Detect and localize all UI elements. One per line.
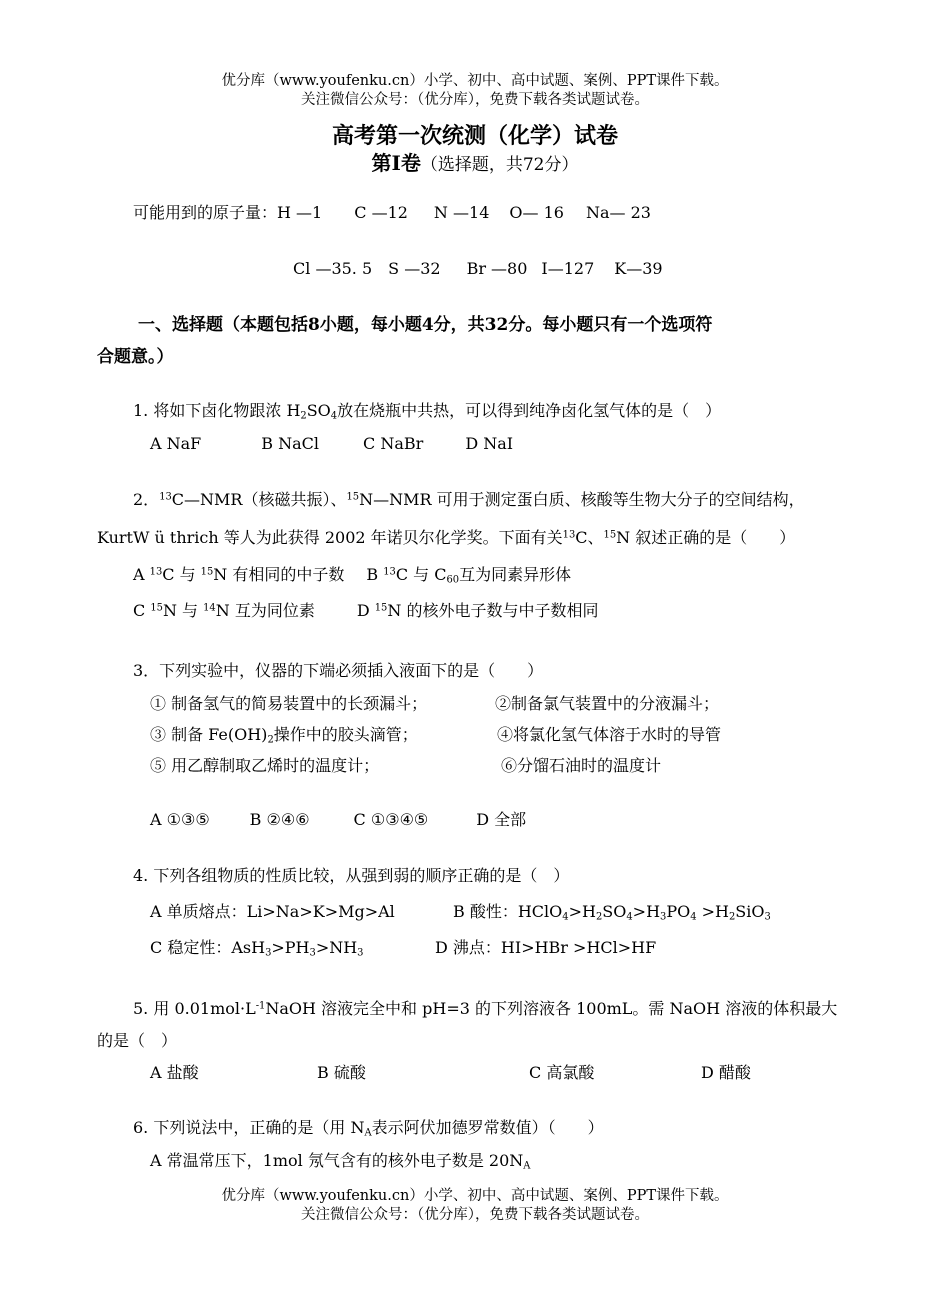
q5-sup: -1 — [255, 1000, 266, 1012]
q5-option-c: C 高氯酸 — [529, 1063, 595, 1082]
q6-sub: A — [364, 1127, 372, 1139]
q2-c-end: N 互为同位素 — [215, 601, 315, 620]
q5-text-b: NaOH 溶液完全中和 pH=3 的下列溶液各 100mL。需 NaOH 溶液的体积最大 — [265, 999, 838, 1018]
subtitle-note: （选择题，共72分） — [420, 155, 579, 175]
q4-c-sub: 3 — [309, 947, 316, 959]
q4-c-text: C 稳定性：AsH — [150, 938, 266, 957]
q4-option-a: A 单质熔点：Li>Na>K>Mg>Al — [150, 902, 395, 921]
q3-item-5: ⑤ 用乙醇制取乙烯时的温度计； — [150, 756, 380, 775]
mass-br: Br —80 — [466, 259, 528, 278]
header-line-2: 关注微信公众号：（优分库），免费下载各类试题试卷。 — [301, 92, 649, 108]
q1-option-a: A NaF — [150, 434, 202, 453]
q2-a-end: N 有相同的中子数 — [213, 565, 345, 584]
q2-b-pre: B — [366, 565, 384, 584]
q6-text-b: 表示阿伏加德罗常数值）（ ） — [371, 1118, 604, 1137]
q4-b-sub: 2 — [728, 911, 736, 923]
q4-b-text: >H — [696, 902, 729, 921]
q2-text: KurtW ü thrich 等人为此获得 2002 年诺贝尔化学奖。下面有关 — [97, 528, 563, 547]
q5-text-a: 5. 用 0.01mol·L — [133, 999, 256, 1018]
q4-b-sub: 4 — [626, 911, 633, 923]
question-2-stem-line-1 — [133, 490, 805, 510]
q2-sup: 15 — [603, 529, 617, 541]
q4-b-text: SiO — [735, 902, 765, 921]
mass-s: S —32 — [388, 259, 441, 278]
q4-option-d: D 沸点：HI>HBr >HCl>HF — [435, 938, 657, 957]
question-1-stem — [133, 401, 721, 421]
q3-item-1: ① 制备氢气的简易装置中的长颈漏斗； — [150, 694, 428, 713]
q1-stem-b: SO — [306, 401, 331, 420]
q2-a-pre: A — [133, 565, 150, 584]
q1-stem-c: 放在烧瓶中共热，可以得到纯净卤化氢气体的是（ ） — [337, 401, 722, 420]
q3-sub: 2 — [267, 734, 274, 746]
q3-item-3-b: 操作中的胶头滴管； — [273, 725, 418, 744]
q2-option-d — [357, 601, 599, 620]
q4-c-text: >NH — [315, 938, 358, 957]
mass-h: H —1 — [277, 203, 323, 222]
q2-text: N—NMR 可用于测定蛋白质、核酸等生物大分子的空间结构， — [359, 490, 805, 509]
exam-title: 高考第一次统测（化学）试卷 — [331, 123, 618, 149]
q4-b-text: >H — [568, 902, 596, 921]
q2-text: C—NMR（核磁共振）、 — [171, 490, 347, 509]
q2-option-c — [133, 601, 315, 620]
q2-d-end: N 的核外电子数与中子数相同 — [387, 601, 599, 620]
question-2-stem-line-2 — [97, 528, 795, 548]
q2-d-pre: D — [356, 601, 375, 620]
question-1-options — [150, 434, 513, 454]
q2-num: 2． — [133, 490, 160, 509]
q2-sup: 15 — [346, 491, 360, 503]
atomic-masses-row-1 — [133, 203, 651, 223]
q3-option-c: C ①③④⑤ — [353, 810, 429, 829]
q1-option-c: C NaBr — [363, 434, 424, 453]
q2-b-end: 互为同素异形体 — [459, 565, 572, 584]
q1-option-b: B NaCl — [261, 434, 320, 453]
q2-a-mid: C 与 — [162, 565, 201, 584]
header-line-1: 优分库（www.youfenku.cn）小学、初中、高中试题、案例、PPT课件下载。 — [221, 73, 729, 89]
q4-b-sub: 4 — [562, 911, 569, 923]
q4-b-text: PO — [666, 902, 691, 921]
q2-sup: 15 — [150, 602, 163, 614]
footer-line-1: 优分库（www.youfenku.cn）小学、初中、高中试题、案例、PPT课件下载。 — [221, 1188, 729, 1204]
q1-option-d: D NaI — [465, 434, 514, 453]
q2-sup: 13 — [159, 491, 172, 503]
q2-sup: 14 — [203, 602, 216, 614]
section-1-heading-cont: 合题意。） — [97, 347, 174, 367]
question-5-stem-line-2: 的是（ ） — [97, 1031, 178, 1050]
mass-o: O— 16 — [509, 203, 564, 222]
q3-option-d: D 全部 — [476, 810, 527, 829]
mass-i: I—127 — [541, 259, 595, 278]
q2-sup: 15 — [200, 566, 214, 578]
question-2-options-row-2 — [133, 601, 598, 621]
q3-item-3 — [150, 725, 418, 745]
question-4-stem: 4. 下列各组物质的性质比较，从强到弱的顺序正确的是（ ） — [133, 866, 570, 885]
q3-item-2: ②制备氯气装置中的分液漏斗； — [495, 694, 720, 713]
q2-text: C、 — [575, 528, 604, 547]
q4-b-sub: 4 — [690, 911, 697, 923]
mass-c: C —12 — [354, 203, 408, 222]
q2-text: N 叙述正确的是（ ） — [616, 528, 796, 547]
mass-n: N —14 — [433, 203, 490, 222]
question-5-stem-line-1 — [133, 999, 837, 1019]
atomic-masses-label: 可能用到的原子量： — [133, 203, 278, 222]
q4-b-text: SO — [602, 902, 627, 921]
question-2-options-row-1 — [133, 565, 571, 585]
q5-option-b: B 硫酸 — [317, 1063, 366, 1082]
q3-option-b: B ②④⑥ — [249, 810, 310, 829]
q2-b-mid: C 与 C — [395, 565, 447, 584]
q3-item-6: ⑥分馏石油时的温度计 — [501, 756, 662, 775]
q1-stem-a: 1. 将如下卤化物跟浓 H — [133, 401, 301, 420]
q6-sub: A — [523, 1160, 531, 1172]
mass-k: K—39 — [614, 259, 663, 278]
question-6-stem — [133, 1118, 604, 1138]
q1-sub: 2 — [300, 410, 307, 422]
mass-cl: Cl —35. 5 — [293, 259, 373, 278]
q4-c-sub: 3 — [265, 947, 272, 959]
q4-b-sub: 3 — [660, 911, 667, 923]
q2-sup: 13 — [383, 566, 396, 578]
mass-na: Na— 23 — [585, 203, 651, 222]
q2-sup: 13 — [149, 566, 163, 578]
q2-option-b — [366, 565, 571, 584]
q2-option-a — [133, 565, 344, 584]
q2-c-pre: C — [133, 601, 151, 620]
q6-option-a — [150, 1151, 530, 1171]
question-3-stem: 3．下列实验中，仪器的下端必须插入液面下的是（ ） — [133, 661, 544, 680]
section-1-heading: 一、选择题（本题包括8小题，每小题4分，共32分。每小题只有一个选项符 — [138, 315, 713, 335]
q5-option-a: A 盐酸 — [150, 1063, 199, 1082]
question-3-options — [150, 810, 526, 830]
q4-option-b — [453, 902, 771, 922]
q4-c-sub: 3 — [357, 947, 364, 959]
q1-sub: 4 — [330, 410, 338, 422]
q4-b-sub: 2 — [595, 911, 603, 923]
q4-option-c — [150, 938, 363, 958]
footer-line-2: 关注微信公众号：（优分库），免费下载各类试题试卷。 — [301, 1207, 649, 1223]
q3-item-3-a: ③ 制备 Fe(OH) — [150, 725, 268, 744]
q6-option-a-text: A 常温常压下，1mol 氖气含有的核外电子数是 20N — [150, 1151, 524, 1170]
q6-text-a: 6. 下列说法中，正确的是（用 N — [133, 1118, 365, 1137]
q3-option-a: A ①③⑤ — [150, 810, 210, 829]
subtitle-part: 第I卷 — [371, 151, 421, 175]
q2-c-mid: N 与 — [162, 601, 204, 620]
q2-sup: 15 — [374, 602, 388, 614]
q2-sub: 60 — [446, 574, 460, 586]
q4-b-sub: 3 — [764, 911, 771, 923]
atomic-masses-row-2 — [293, 259, 663, 279]
q4-b-text: >H — [632, 902, 661, 921]
q4-c-text: >PH — [271, 938, 310, 957]
q5-option-d: D 醋酸 — [701, 1063, 751, 1082]
q3-item-4: ④将氯化氢气体溶于水时的导管 — [497, 725, 722, 744]
q2-sup: 13 — [562, 529, 576, 541]
q4-b-text: B 酸性：HClO — [453, 902, 563, 921]
exam-subtitle — [0, 151, 950, 177]
